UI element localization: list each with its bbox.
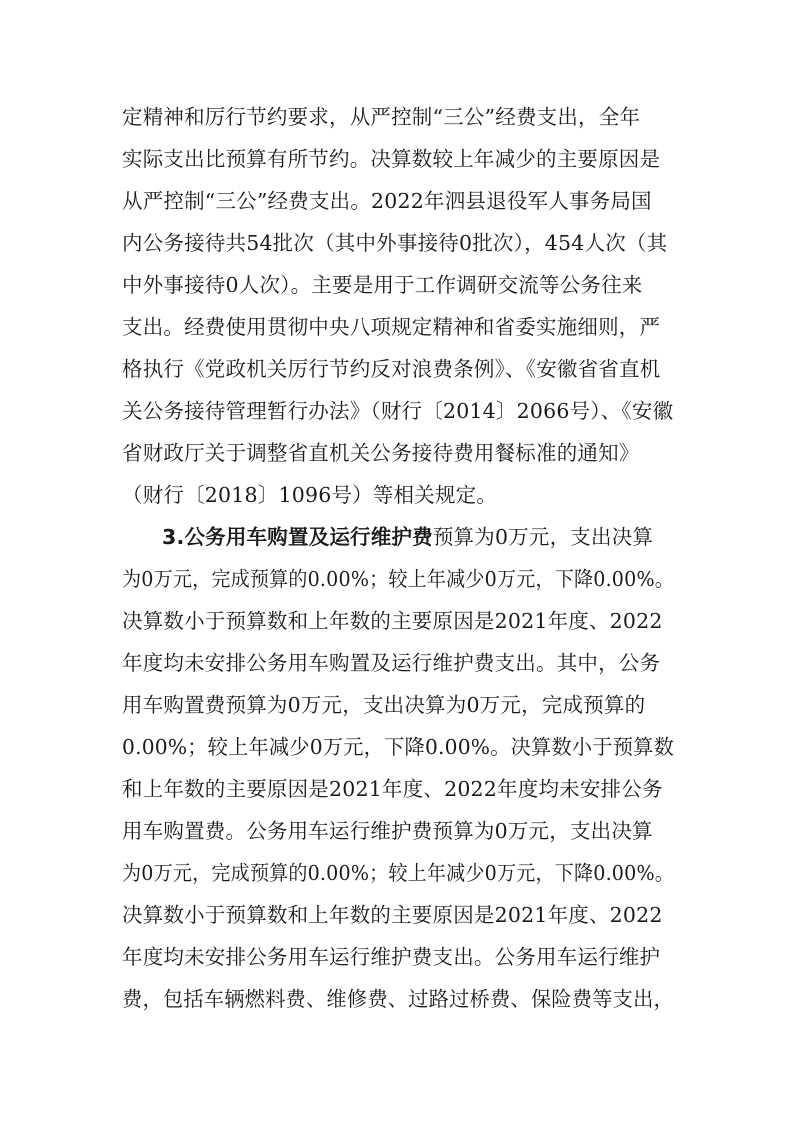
paragraph-line: 年度均未安排公务用车运行维护费支出。公务用车运行维护	[122, 945, 661, 969]
paragraph-line: 格执行《党政机关厉行节约反对浪费条例》、《安徽省省直机	[122, 357, 661, 381]
paragraph-line: 从严控制“三公”经费支出。2022年泗县退役军人事务局国	[122, 189, 652, 213]
paragraph-line: 为0万元，完成预算的0.00%；较上年减少0万元，下降0.00%。	[122, 861, 675, 885]
paragraph-line: 0.00%；较上年减少0万元，下降0.00%。决算数小于预算数	[122, 735, 675, 759]
paragraph-line: 和上年数的主要原因是2021年度、2022年度均未安排公务	[122, 777, 663, 801]
paragraph-line: 关公务接待管理暂行办法》（财行〔2014〕2066号）、《安徽	[122, 399, 674, 423]
paragraph-line: 费，包括车辆燃料费、维修费、过路过桥费、保险费等支出，	[122, 987, 674, 1011]
section-3-first-line-text: 预算为0万元，支出决算	[432, 525, 654, 549]
paragraph-line: 年度均未安排公务用车购置及运行维护费支出。其中，公务	[122, 651, 661, 675]
paragraph-line: 决算数小于预算数和上年数的主要原因是2021年度、2022	[122, 903, 663, 927]
paragraph-line: 支出。经费使用贯彻中央八项规定精神和省委实施细则，严	[122, 315, 661, 339]
section-3-heading: 3.公务用车购置及运行维护费	[162, 525, 433, 549]
paragraph-line: 为0万元，完成预算的0.00%；较上年减少0万元，下降0.00%。	[122, 567, 675, 591]
paragraph-line: 实际支出比预算有所节约。决算数较上年减少的主要原因是	[122, 147, 661, 171]
paragraph-line: 定精神和厉行节约要求，从严控制“三公”经费支出，全年	[122, 105, 641, 129]
paragraph-line: 中外事接待0人次）。主要是用于工作调研交流等公务往来	[122, 273, 643, 297]
section-3-first-line	[162, 516, 674, 558]
paragraph-line: 省财政厅关于调整省直机关公务接待费用餐标准的通知》	[122, 441, 640, 465]
paragraph-line: （财行〔2018〕1096号）等相关规定。	[122, 483, 498, 507]
paragraph-line: 决算数小于预算数和上年数的主要原因是2021年度、2022	[122, 609, 663, 633]
paragraph-line: 内公务接待共54批次（其中外事接待0批次），454人次（其	[122, 231, 668, 255]
paragraph-line: 用车购置费。公务用车运行维护费预算为0万元，支出决算	[122, 819, 653, 843]
paragraph-line: 用车购置费预算为0万元，支出决算为0万元，完成预算的	[122, 693, 646, 717]
